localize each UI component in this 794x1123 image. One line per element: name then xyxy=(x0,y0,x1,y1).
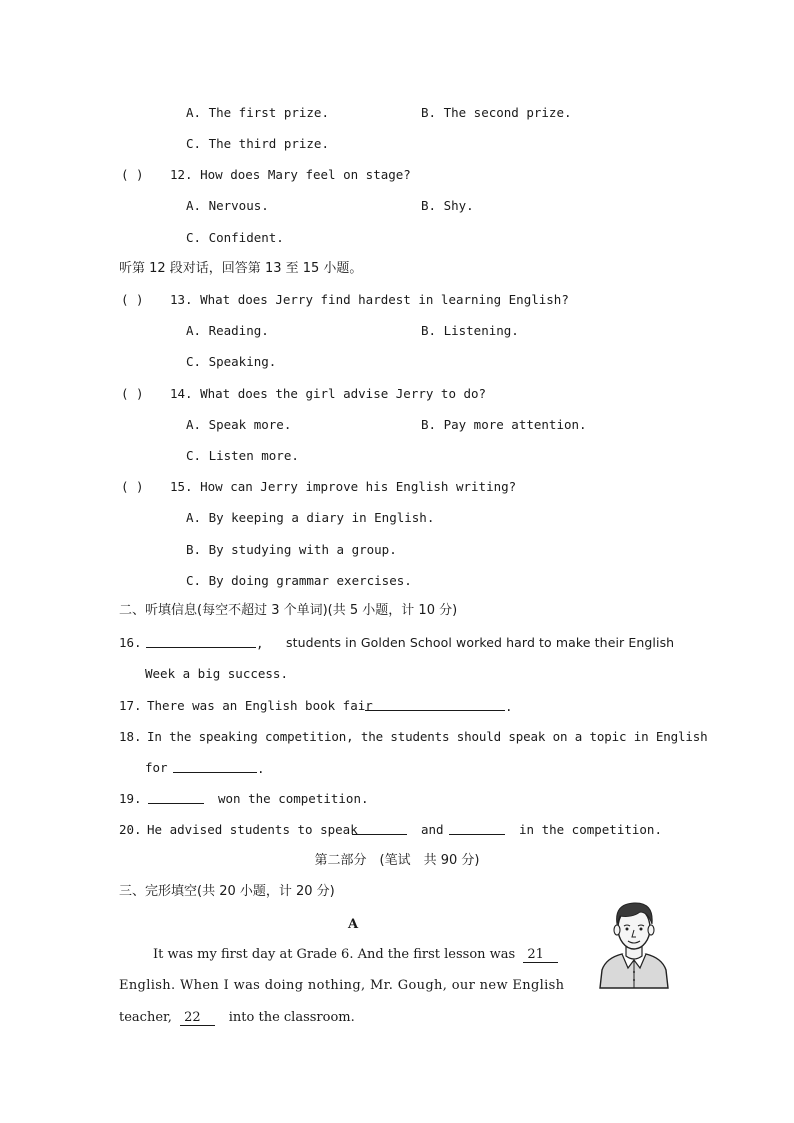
q16-number: 16. xyxy=(119,635,142,650)
q19-blank[interactable] xyxy=(148,791,204,804)
q12-answer-paren: ( ) xyxy=(121,167,144,182)
q16-line: , xyxy=(146,635,264,652)
q15-stem: 15. How can Jerry improve his English writing? xyxy=(170,479,517,494)
q18-number: 18. xyxy=(119,729,142,744)
cloze-blank-21[interactable]: 21 xyxy=(523,948,558,963)
q20-blank-a[interactable] xyxy=(352,822,407,835)
q20-and: and xyxy=(421,822,444,837)
passage-line-1 xyxy=(153,947,558,963)
q13-option-b: B. Listening. xyxy=(421,323,519,338)
q12-option-c: C. Confident. xyxy=(186,230,284,245)
q16-blank[interactable] xyxy=(146,635,256,648)
part2-heading: 第二部分 (笔试 共 90 分) xyxy=(314,853,480,868)
q13-stem: 13. What does Jerry find hardest in learning English? xyxy=(170,292,569,307)
q11-option-c: C. The third prize. xyxy=(186,136,329,151)
passage-label: A xyxy=(348,917,359,932)
q14-option-b: B. Pay more attention. xyxy=(421,417,587,432)
q16-text: students in Golden School worked hard to make their English xyxy=(286,635,675,650)
q17-number: 17. xyxy=(119,698,142,713)
q20-line-b xyxy=(449,822,505,839)
q14-option-a: A. Speak more. xyxy=(186,417,292,432)
q20-text-a: He advised students to speak xyxy=(147,822,358,837)
q20-line-a xyxy=(352,822,407,839)
q19-number: 19. xyxy=(119,791,142,806)
section2-heading: 二、听填信息(每空不超过 3 个单词)(共 5 小题，计 10 分) xyxy=(119,603,458,618)
q18-line: . xyxy=(173,760,265,777)
q15-option-c: C. By doing grammar exercises. xyxy=(186,573,412,588)
dialog-instruction: 听第 12 段对话，回答第 13 至 15 小题。 xyxy=(119,261,363,276)
passage-line-3-text-b: into the classroom. xyxy=(228,1010,355,1025)
passage-line-1-text: It was my first day at Grade 6. And the first lesson was xyxy=(153,947,516,962)
q13-option-c: C. Speaking. xyxy=(186,354,277,369)
q18-text: In the speaking competition, the students should speak on a topic in English xyxy=(147,729,708,744)
q13-answer-paren: ( ) xyxy=(121,292,144,307)
q20-blank-b[interactable] xyxy=(449,822,505,835)
q13-option-a: A. Reading. xyxy=(186,323,269,338)
passage-line-2: English. When I was doing nothing, Mr. Gough, our new English xyxy=(119,978,565,993)
q14-option-c: C. Listen more. xyxy=(186,448,299,463)
q15-answer-paren: ( ) xyxy=(121,479,144,494)
q18-continuation: for xyxy=(145,760,168,775)
passage-line-3-text-a: teacher, xyxy=(119,1010,172,1025)
q11-option-a: A. The first prize. xyxy=(186,105,329,120)
q11-option-b: B. The second prize. xyxy=(421,105,572,120)
q15-option-b: B. By studying with a group. xyxy=(186,542,397,557)
section3-heading: 三、完形填空(共 20 小题，计 20 分) xyxy=(119,884,335,899)
q12-option-a: A. Nervous. xyxy=(186,198,269,213)
q16-continuation: Week a big success. xyxy=(145,666,288,681)
q15-option-a: A. By keeping a diary in English. xyxy=(186,510,435,525)
q19-line xyxy=(148,791,204,808)
passage-line-3 xyxy=(119,1010,355,1026)
q20-text-b: in the competition. xyxy=(519,822,662,837)
q20-number: 20. xyxy=(119,822,142,837)
q17-blank[interactable] xyxy=(365,698,505,711)
q14-stem: 14. What does the girl advise Jerry to do? xyxy=(170,386,487,401)
q12-option-b: B. Shy. xyxy=(421,198,474,213)
teacher-illustration xyxy=(596,898,672,990)
cloze-blank-22[interactable]: 22 xyxy=(180,1011,215,1026)
q17-text: There was an English book fair xyxy=(147,698,373,713)
q18-blank[interactable] xyxy=(173,760,257,773)
q19-text: won the competition. xyxy=(218,791,369,806)
q17-line: . xyxy=(365,698,513,715)
q14-answer-paren: ( ) xyxy=(121,386,144,401)
q12-stem: 12. How does Mary feel on stage? xyxy=(170,167,411,182)
